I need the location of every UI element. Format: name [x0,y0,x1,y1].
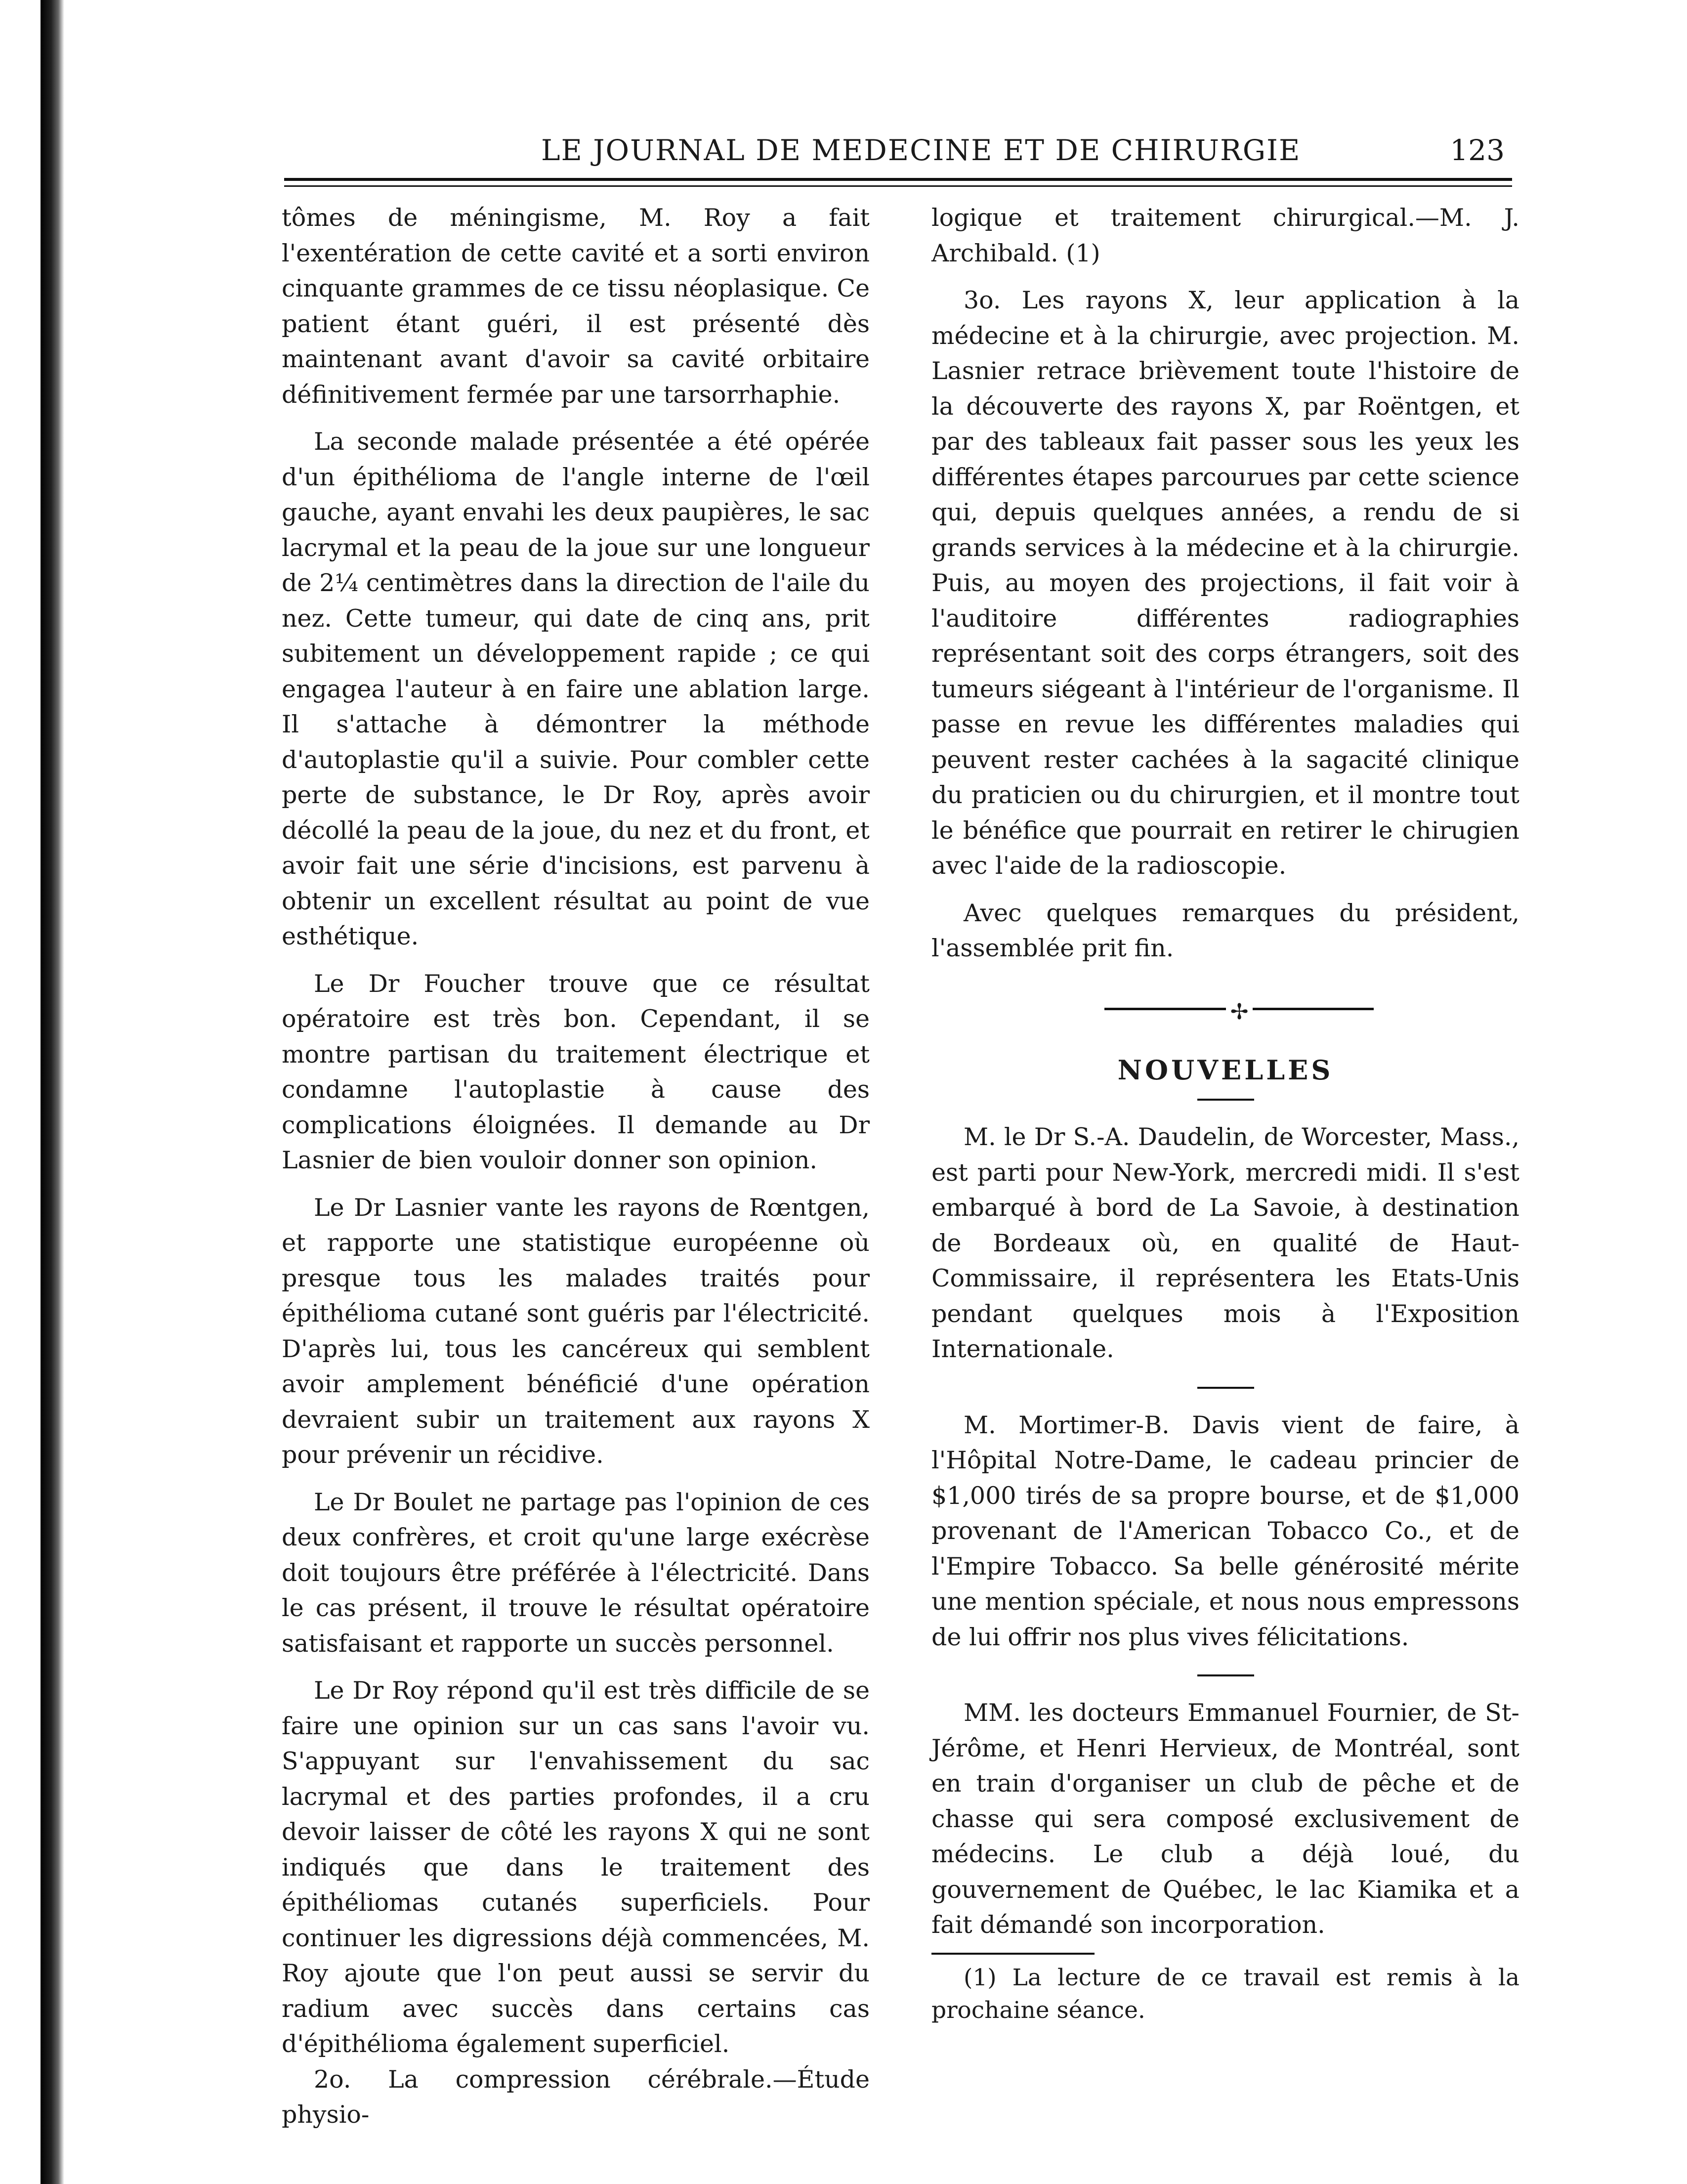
paragraph: 3o. Les rayons X, leur application à la médecine et à la chirurgie, avec projection. M. Lasnier retrace brièvement toute l'histoire de la découverte des rayons X, par Roëntgen, et par des tableaux fait passer sous les yeux les différentes étapes parcourues par cette science qui, depuis quelques années, a rendu de si grands services à la médecine et à la chirurgie. Puis, au moyen des projections, il fait voir à l'auditoire différentes radiographies représentant soit des corps étrangers, soit des tumeurs siégeant à l'intérieur de l'organisme. Il passe en revue les différentes maladies qui peuvent rester cachées à la sagacité clinique du praticien ou du chirurgien, et il montre tout le bénéfice que pourrait en retirer le chirugien avec l'aide de la radioscopie. [931,286,1519,880]
paragraph: Le Dr Lasnier vante les rayons de Rœntgen, et rapporte une statistique européenne où presque tous les malades traités pour épithélioma cutané sont guéris par l'électricité. D'après lui, tous les cancéreux qui semblent avoir amplement bénéficié d'une opération devraient subir un traitement aux rayons X pour prévenir un récidive. [282,1193,870,1469]
news-item: MM. les docteurs Emmanuel Fournier, de St-Jérôme, et Henri Hervieux, de Montréal, sont en train d'organiser un club de pêche et de chasse qui sera composé exclusivement de médecins. Le club a déjà loué, du gouvernement de Québec, le lac Kiamika et a fait démandé son incorporation. [931,1699,1519,1939]
paragraph: 2o. La compression cérébrale.—Étude physio- [282,2065,870,2129]
paragraph: logique et traitement chirurgical.—M. J. Archibald. (1) [931,204,1519,267]
paragraph: La seconde malade présentée a été opérée d'un épithélioma de l'angle interne de l'œil gauche, ayant envahi les deux paupières, le sac lacrymal et la peau de la joue sur une longueur de 2¼ centimètres dans la direction de l'aile du nez. Cette tumeur, qui date de cinq ans, prit subitement un développement rapide ; ce qui engagea l'auteur à en faire une ablation large. Il s'attache à démontrer la méthode d'autoplastie qu'il a suivie. Pour combler cette perte de substance, le Dr Roy, après avoir décollé la peau de la joue, du nez et du front, et avoir fait une série d'incisions, est parvenu à obtenir un excellent résultat au point de vue esthétique. [282,428,870,950]
section-ornament [931,993,1519,1023]
news-item: M. Mortimer-B. Davis vient de faire, à l'Hôpital Notre-Dame, le cadeau princier de $1,000 tirés de sa propre bourse, et de $1,000 provenant de l'American Tobacco Co., et de l'Empire Tobacco. Sa belle générosité mérite une mention spéciale, et nous nous empressons de lui offrir nos plus vives félicitations. [931,1411,1519,1651]
left-column [282,200,870,2133]
scan-edge [41,0,64,2184]
paragraph: tômes de méningisme, M. Roy a fait l'exentération de cette cavité et a sorti environ cinquante grammes de ce tissu néoplasique. Ce patient étant guéri, il est présenté dès maintenant avant d'avoir sa cavité orbitaire définitivement fermée par une tarsorrhaphie. [282,204,870,409]
section-title: NOUVELLES [1117,1054,1334,1086]
footnote-rule [931,1953,1095,1955]
right-column [931,200,1519,2027]
running-header [284,128,1512,182]
page-number: 123 [1450,133,1505,167]
paragraph: Avec quelques remarques du président, l'assemblée prit fin. [931,899,1519,962]
footnote: (1) La lecture de ce travail est remis à la prochaine séance. [931,1964,1519,2024]
paragraph: Le Dr Boulet ne partage pas l'opinion de ces deux confrères, et croit qu'une large exécrèse doit toujours être préférée à l'électricité. Dans le cas présent, il trouve le résultat opératoire satisfaisant et rapporte un succès personnel. [282,1488,870,1658]
divider [1197,1674,1254,1676]
ornament-star-icon: ✢ [1226,994,1253,1030]
paragraph: Le Dr Roy répond qu'il est très difficile de se faire une opinion sur un cas sans l'avoir vu. S'appuyant sur l'envahissement du sac lacrymal et des parties profondes, il a cru devoir laisser de côté les rayons X qui ne sont indiqués que dans le traitement des épithéliomas cutanés superficiels. Pour continuer les digressions déjà commencées, M. Roy ajoute que l'on peut aussi se servir du radium avec succès dans certains cas d'épithélioma également superficiel. [282,1676,870,2058]
divider [1197,1387,1254,1389]
header-rule-thin [284,185,1512,187]
header-rule-thick [284,178,1512,181]
divider [1197,1099,1254,1101]
paragraph: Le Dr Foucher trouve que ce résultat opératoire est très bon. Cependant, il se montre partisan du traitement électrique et condamne l'autoplastie à cause des complications éloignées. Il demande au Dr Lasnier de bien vouloir donner son opinion. [282,969,870,1174]
news-item: M. le Dr S.-A. Daudelin, de Worcester, Mass., est parti pour New-York, mercredi midi. Il s'est embarqué à bord de La Savoie, à destination de Bordeaux où, en qualité de Haut-Commissaire, il représentera les Etats-Unis pendant quelques mois à l'Exposition Internationale. [931,1123,1519,1363]
journal-title: LE JOURNAL DE MEDECINE ET DE CHIRURGIE [541,133,1301,167]
